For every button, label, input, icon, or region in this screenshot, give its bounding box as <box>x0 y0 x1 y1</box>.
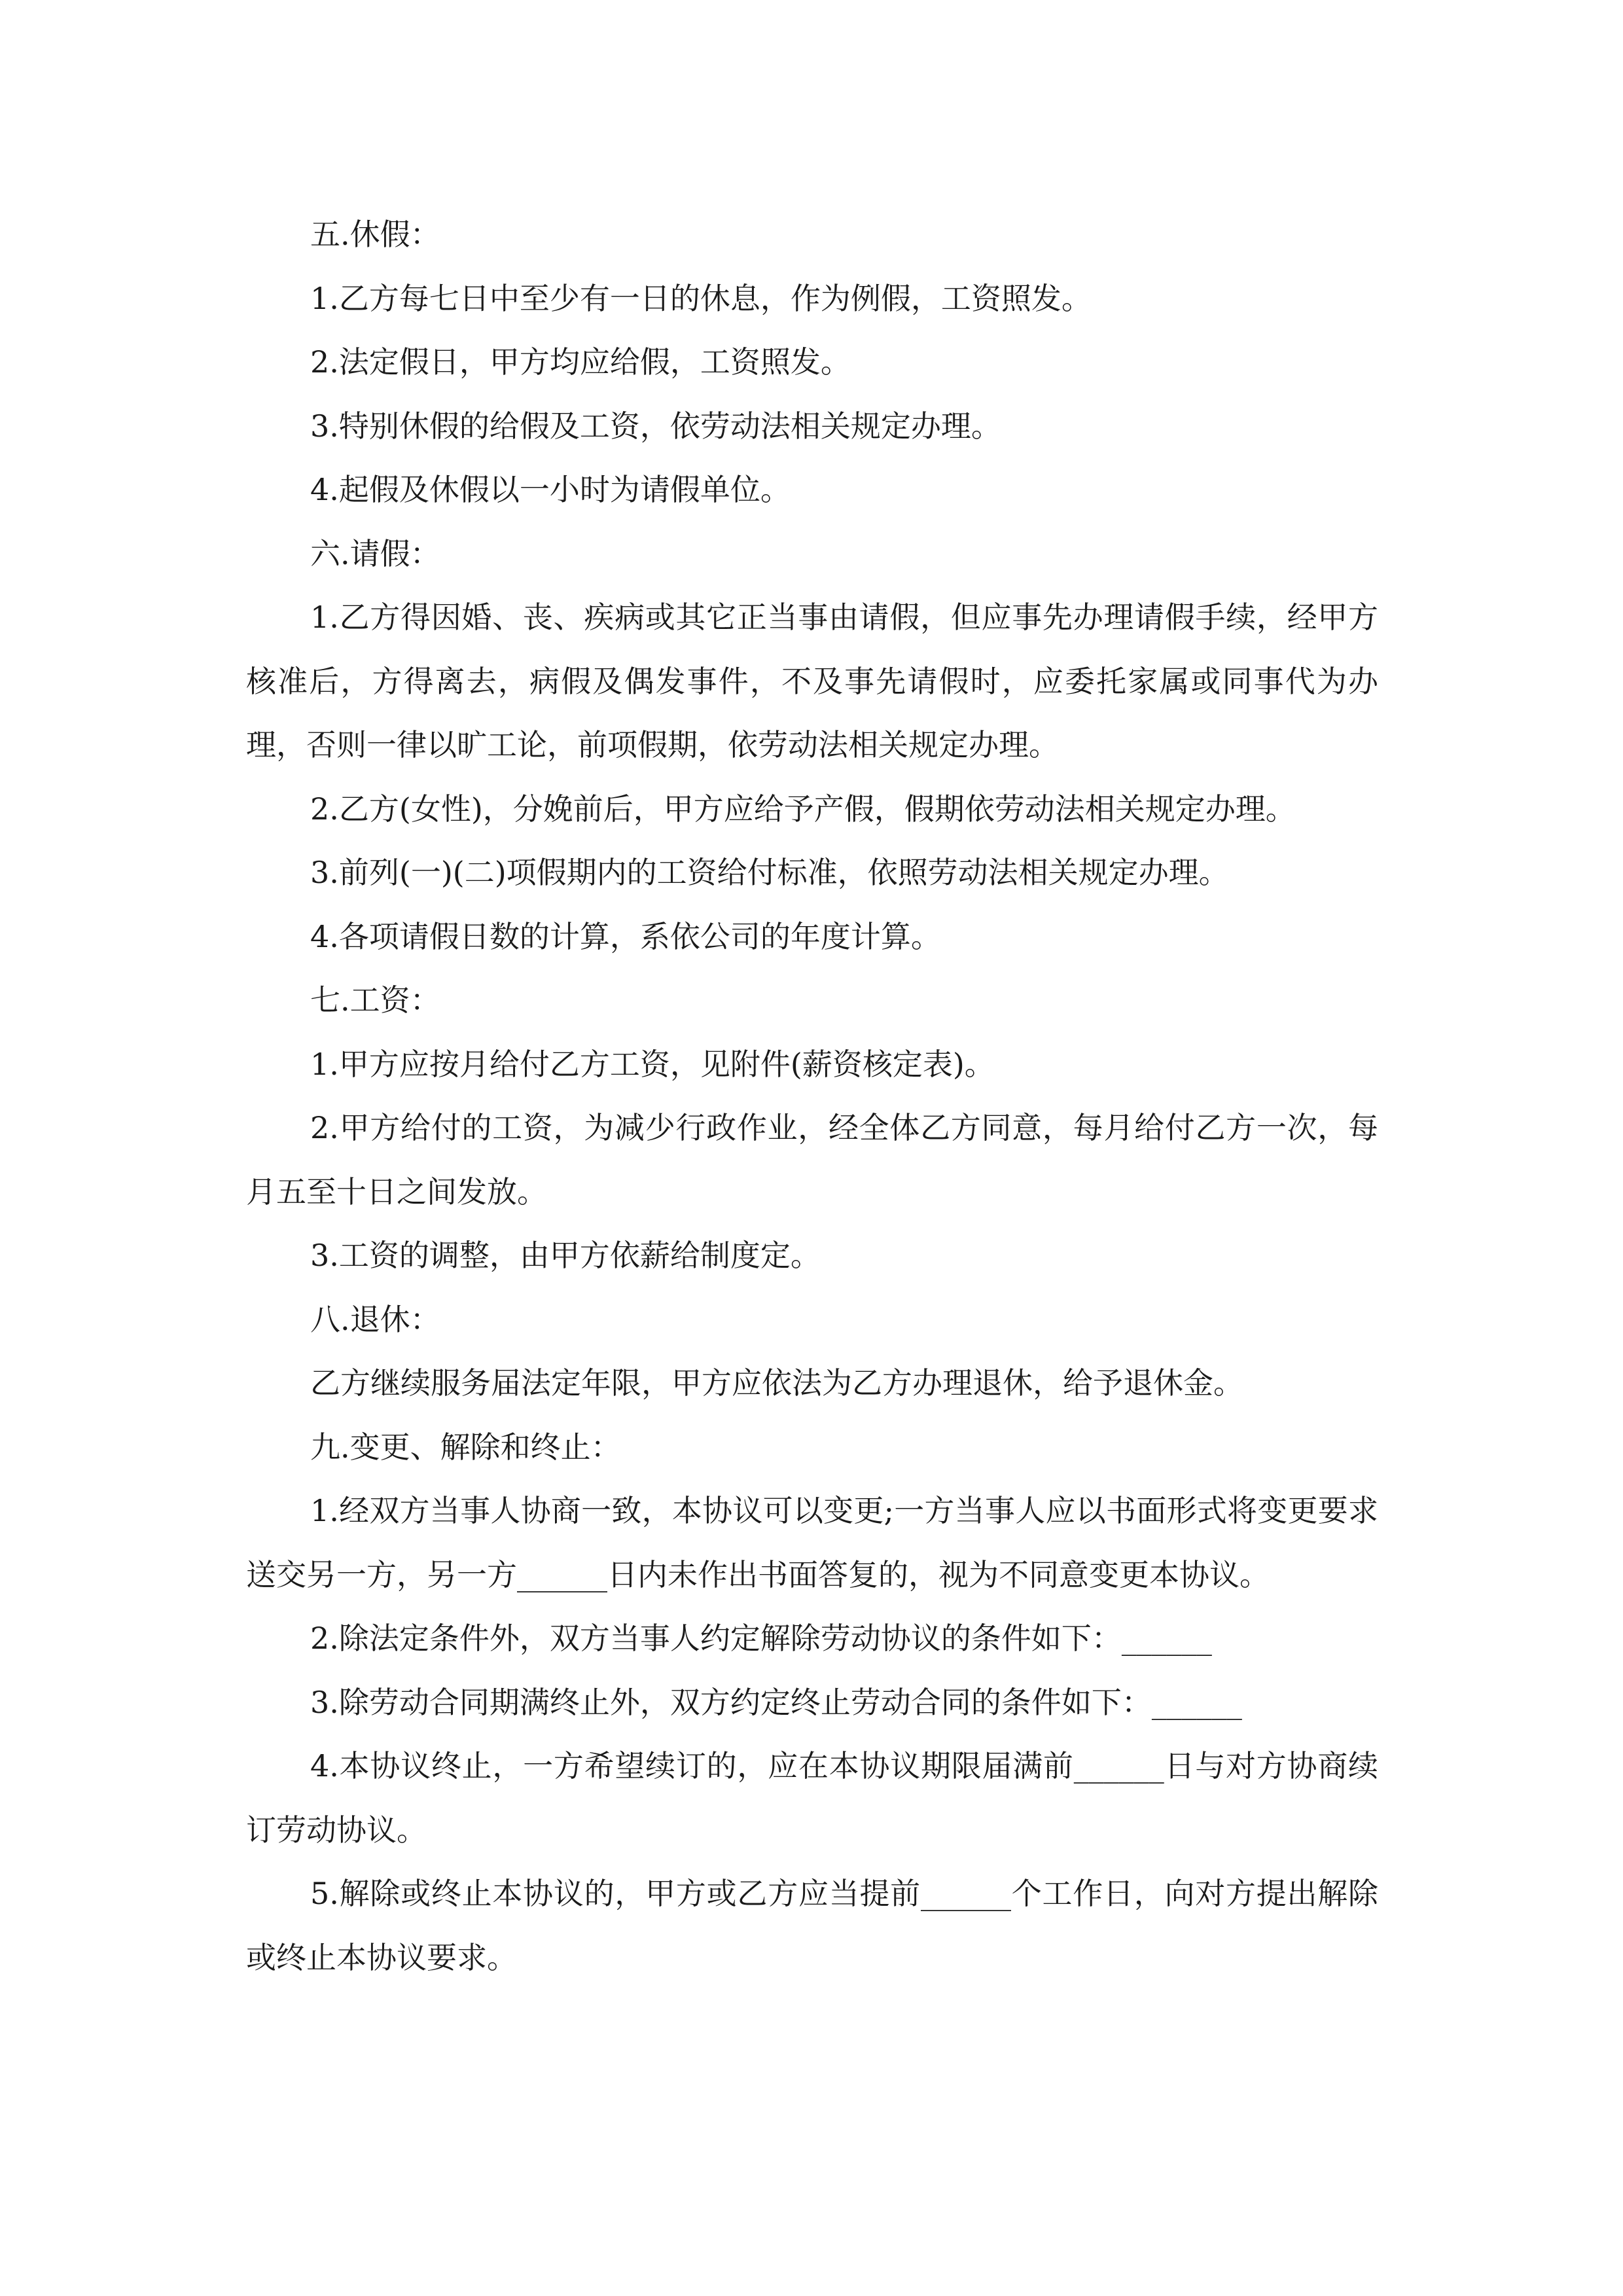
termination-clause-5: 5.解除或终止本协议的，甲方或乙方应当提前______个工作日，向对方提出解除或终止本协议要求。 <box>246 1876 1378 1975</box>
section-heading-wages: 七.工资： <box>310 982 440 1018</box>
termination-clause-4: 4.本协议终止，一方希望续订的，应在本协议期限届满前______日与对方协商续订劳动协议。 <box>246 1748 1378 1848</box>
section-heading-change-termination: 九.变更、解除和终止： <box>310 1429 621 1465</box>
leave-clause-3: 3.特别休假的给假及工资，依劳动法相关规定办理。 <box>310 408 1001 444</box>
section-heading-retirement: 八.退休： <box>310 1301 440 1337</box>
retirement-clause: 乙方继续服务届法定年限，甲方应依法为乙方办理退休，给予退休金。 <box>310 1365 1243 1401</box>
termination-clause-2: 2.除法定条件外，双方当事人约定解除劳动协议的条件如下：______ <box>310 1621 1212 1656</box>
wages-clause-2: 2.甲方给付的工资，为减少行政作业，经全体乙方同意，每月给付乙方一次，每月五至十日之间发放。 <box>246 1110 1378 1210</box>
section-heading-leave: 五.休假： <box>310 217 440 252</box>
request-leave-clause-2: 2.乙方(女性)，分娩前后，甲方应给予产假，假期依劳动法相关规定办理。 <box>310 791 1296 827</box>
request-leave-clause-1: 1.乙方得因婚、丧、疾病或其它正当事由请假，但应事先办理请假手续，经甲方核准后，方得离去，病假及偶发事件，不及事先请假时，应委托家属或同事代为办理，否则一律以旷工论，前项假期，依劳动法相关规定办理。 <box>246 600 1378 762</box>
wages-clause-3: 3.工资的调整，由甲方依薪给制度定。 <box>310 1238 821 1273</box>
leave-clause-4: 4.起假及休假以一小时为请假单位。 <box>310 472 791 507</box>
request-leave-clause-3: 3.前列(一)(二)项假期内的工资给付标准，依照劳动法相关规定办理。 <box>310 855 1229 890</box>
document-body <box>246 203 1378 1990</box>
leave-clause-2: 2.法定假日，甲方均应给假，工资照发。 <box>310 344 851 380</box>
wages-clause-1: 1.甲方应按月给付乙方工资，见附件(薪资核定表)。 <box>310 1046 995 1082</box>
request-leave-clause-4: 4.各项请假日数的计算，系依公司的年度计算。 <box>310 918 941 954</box>
termination-clause-3: 3.除劳动合同期满终止外，双方约定终止劳动合同的条件如下：______ <box>310 1684 1242 1720</box>
leave-clause-1: 1.乙方每七日中至少有一日的休息，作为例假，工资照发。 <box>310 280 1092 316</box>
termination-clause-1: 1.经双方当事人协商一致，本协议可以变更;一方当事人应以书面形式将变更要求送交另一方，另一方______日内未作出书面答复的，视为不同意变更本协议。 <box>246 1493 1378 1592</box>
section-heading-request-leave: 六.请假： <box>310 535 440 571</box>
